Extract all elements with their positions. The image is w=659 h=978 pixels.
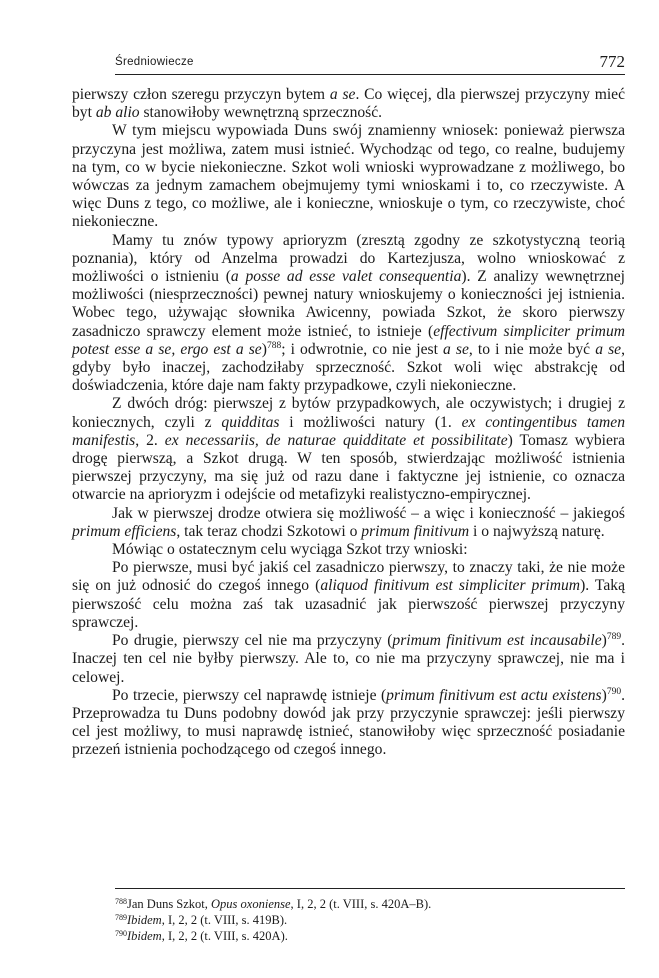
footnote-788: $^{788}$Jan Duns Szkot, Opus oxoniense, I, 2, 2 (t. VIII, s. 420A–B). [115, 897, 432, 911]
paragraph-5: Jak w pierwszej drodze otwiera się możliwość – a więc i konieczność – jakiegoś primum efficiens, tak teraz chodzi Szkotowi o primum finitivum i o najwyższą naturę. [72, 504, 625, 540]
footnote-790: $^{790}$Ibidem, I, 2, 2 (t. VIII, s. 420A). [115, 929, 288, 943]
chapter-title: Średniowiecze [115, 56, 194, 68]
paragraph-3: Mamy tu znów typowy aprioryzm (zresztą zgodny ze szkotystyczną teorią poznania), który od Anzelma prowadzi do Kartezjusza, wolno wnioskować z możliwości o istnieniu (a posse ad esse valet consequentia). Z analizy wewnętrznej możliwości (niesprzeczności) pewnej natury wnioskujemy o konieczności jej istnienia. Wobec tego, używając słownika Awicenny, powiada Szkot, że skoro pierwszy zasadniczo sprawczy element może istnieć, to istnieje (effectivum simpliciter primum potest esse a se, ergo est a se)$^{788}$; i odwrotnie, co nie jest a se, to i nie może być a se, gdyby było inaczej, zachodziłaby sprzeczność. Szkot woli więc abstrakcję od doświadczenia, które daje nam fakty przypadkowe, czyli niekonieczne. [72, 231, 625, 395]
paragraph-8: Po drugie, pierwszy cel nie ma przyczyny (primum finitivum est incausabile)$^{789}$. Inaczej ten cel nie byłby pierwszy. Ale to, co nie ma przyczyny sprawczej, nie ma i celowej. [72, 632, 625, 686]
main-text [72, 86, 625, 760]
footnote-ref-790[interactable]: 790 [606, 686, 622, 697]
paragraph-2: W tym miejscu wypowiada Duns swój znamienny wniosek: ponieważ pierwsza przyczyna jest możliwa, zatem musi istnieć. Wychodząc od tego, co realne, budujemy na tym, co w bycie niekonieczne. Szkot woli wnioski wyprowadzane z możliwego, bo wówczas za jednym zamachem obejmujemy tymi wnioskami i to, co rzeczywiste. A więc Duns z tego, co możliwe, ale i konieczne, wnioskuje o tym, co rzeczywiste, choć niekonieczne. [72, 122, 625, 231]
footnote-789: $^{789}$Ibidem, I, 2, 2 (t. VIII, s. 419B). [115, 913, 288, 927]
paragraph-9: Po trzecie, pierwszy cel naprawdę istnieje (primum finitivum est actu existens)$^{790}$. Przeprowadza tu Duns podobny dowód jak przy przyczynie sprawczej: jeśli pierwszy cel jest możliwy, to musi naprawdę istnieć, stanowiłoby więc sprzeczność posiadanie przezeń istnienia pochodzącego od czegoś innego. [72, 686, 625, 759]
running-header [115, 52, 625, 75]
footnote-ref-788[interactable]: 788 [266, 340, 282, 351]
page-number: 772 [599, 52, 625, 71]
paragraph-7: Po pierwsze, musi być jakiś cel zasadniczo pierwszy, to znaczy taki, że nie może się on już odnosić do czegoś innego (aliquod finitivum est simpliciter primum). Taką pierwszość celu można zaś tak uzasadnić jak pierwszość pierwszej przyczyny sprawczej. [72, 559, 625, 631]
footnotes [115, 888, 625, 944]
paragraph-4: Z dwóch dróg: pierwszej z bytów przypadkowych, ale oczywistych; i drugiej z koniecznych, czyli z quidditas i możliwości natury (1. ex contingentibus tamen manifestis, 2. ex necessariis, de naturae quidditate et possibilitate) Tomasz wybiera drogę pierwszą, a Szkot drugą. W ten sposób, stwierdzając możliwość istnienia pierwszej przyczyny, ma się już od razu dane i faktyczne jej istnienie, co oznacza otwarcie na aprioryzm i odejście od metafizyki realistyczno-empirycznej. [72, 395, 625, 504]
footnote-ref-789[interactable]: 789 [606, 632, 622, 643]
paragraph-1: pierwszy człon szeregu przyczyn bytem a se. Co więcej, dla pierwszej przyczyny mieć byt ab alio stanowiłoby wewnętrzną sprzeczność. [72, 86, 626, 122]
paragraph-6: Mówiąc o ostatecznym celu wyciąga Szkot trzy wnioski: [112, 541, 468, 559]
